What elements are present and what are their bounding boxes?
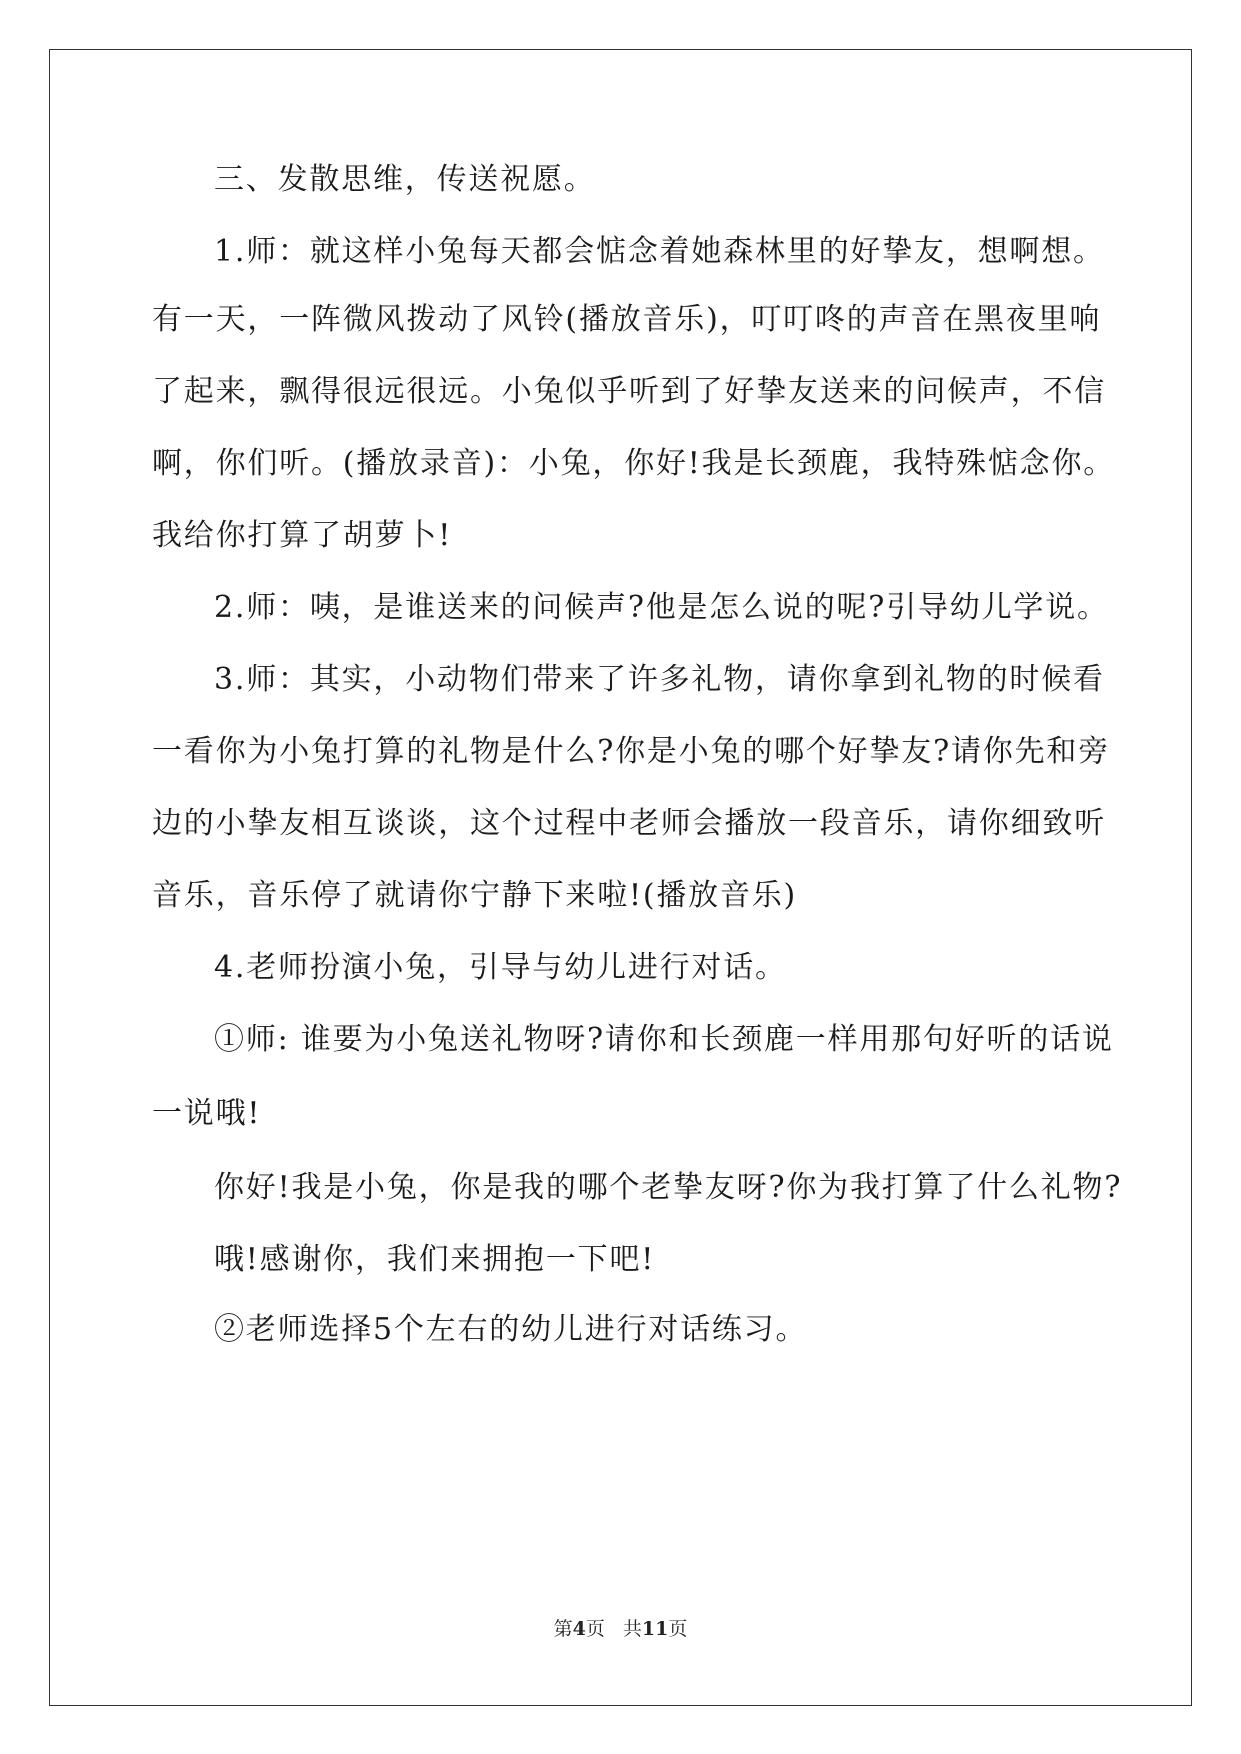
section-heading: 三、发散思维，传送祝愿。 [214, 162, 596, 197]
total-page-number: 11 [641, 1618, 669, 1640]
paragraph-line: 2.师：咦，是谁送来的问候声?他是怎么说的呢?引导幼儿学说。 [214, 590, 1109, 625]
paragraph-line: 你好!我是小兔，你是我的哪个老挚友呀?你为我打算了什么礼物? [214, 1170, 1123, 1205]
page-prefix: 第 [553, 1618, 573, 1640]
paragraph-line: ①师: 谁要为小兔送礼物呀?请你和长颈鹿一样用那句好听的话说 [214, 1022, 1114, 1057]
paragraph-line: 啊，你们听。(播放录音)：小兔，你好!我是长颈鹿，我特殊惦念你。 [152, 446, 1116, 481]
page-footer [0, 1614, 1241, 1641]
paragraph-line: 一看你为小兔打算的礼物是什么?你是小兔的哪个好挚友?请你先和旁 [152, 734, 1110, 769]
paragraph-line: 有一天，一阵微风拨动了风铃(播放音乐)，叮叮咚的声音在黑夜里响 [152, 302, 1102, 337]
paragraph-line: 1.师：就这样小兔每天都会惦念着她森林里的好挚友，想啊想。 [214, 234, 1105, 269]
paragraph-line: 边的小挚友相互谈谈，这个过程中老师会播放一段音乐，请你细致听 [152, 806, 1106, 841]
paragraph-line: 4.老师扮演小兔，引导与幼儿进行对话。 [214, 950, 787, 985]
paragraph-line: 3.师：其实，小动物们带来了许多礼物，请你拿到礼物的时候看 [214, 662, 1105, 697]
paragraph-line: 哦!感谢你，我们来拥抱一下吧! [214, 1242, 656, 1277]
paragraph-line: ②老师选择5个左右的幼儿进行对话练习。 [214, 1312, 808, 1347]
current-page-number: 4 [572, 1618, 586, 1640]
paragraph-line: 音乐，音乐停了就请你宁静下来啦!(播放音乐) [152, 878, 798, 913]
page-suffix: 页 [585, 1618, 605, 1640]
paragraph-line: 一说哦! [152, 1096, 262, 1131]
paragraph-line: 了起来，飘得很远很远。小兔似乎听到了好挚友送来的问候声，不信 [152, 374, 1106, 409]
paragraph-line: 我给你打算了胡萝卜! [152, 518, 453, 553]
total-suffix: 页 [668, 1618, 688, 1640]
total-prefix: 共 [622, 1618, 642, 1640]
